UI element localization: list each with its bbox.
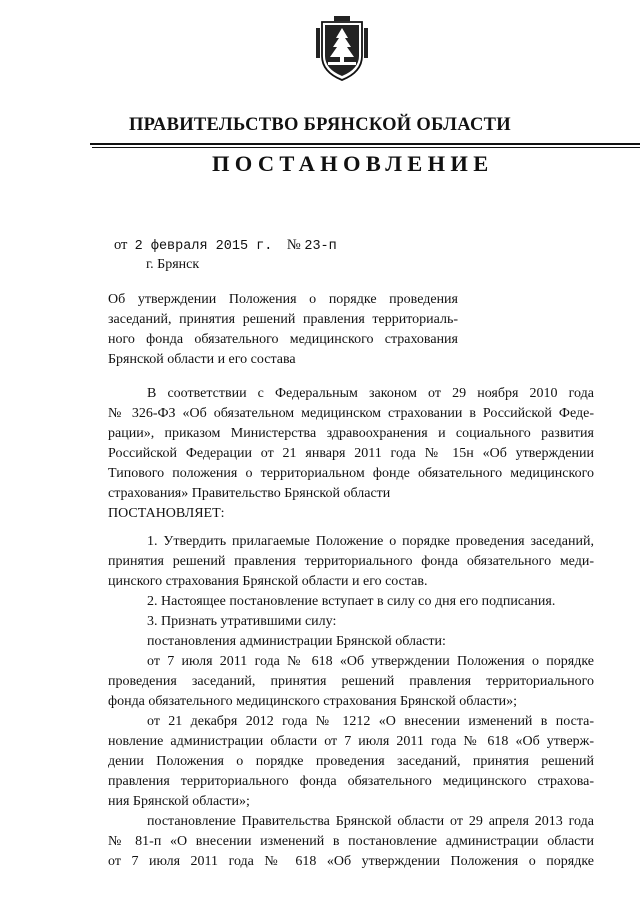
body-line: новление администрации области от 7 июля 2011 года № 618 «Об утверж-	[108, 734, 594, 749]
preamble-line: страхования» Правительство Брянской области	[108, 486, 391, 501]
body-line: 3. Признать утратившими силу:	[147, 614, 337, 629]
body-line: от 7 июля 2011 года № 618 «Об утверждении Положения о порядке	[147, 654, 594, 669]
document-number: 23-п	[304, 239, 337, 254]
subject-line: Об утверждении Положения о порядке проведения	[108, 292, 458, 307]
body-line: от 7 июля 2011 года № 618 «Об утверждении Положения о порядке	[108, 854, 594, 869]
body-line: от 21 декабря 2012 года № 1212 «О внесении изменений в поста-	[147, 714, 594, 729]
document-subject	[108, 290, 458, 370]
preamble-line: Российской Федерации от 21 января 2011 года № 15н «Об утверждении	[108, 446, 594, 461]
header-rule	[90, 143, 640, 145]
date-number-line	[114, 237, 337, 254]
preamble-line: В соответствии с Федеральным законом от 29 ноября 2010 года	[147, 386, 594, 401]
document-city: г. Брянск	[146, 257, 200, 272]
body-line: дении Положения о порядке проведения заседаний, принятия решений	[108, 754, 594, 769]
body-line: правления территориального фонда обязательного медицинского страхова-	[108, 774, 594, 789]
preamble-line: Типового положения о территориальном фонде обязательного медицинского	[108, 466, 594, 481]
body-line: фонда обязательного медицинского страхования Брянской области»;	[108, 694, 517, 709]
coat-of-arms	[314, 14, 370, 84]
body-line: 1. Утвердить прилагаемые Положение о порядке проведения заседаний,	[147, 534, 594, 549]
subject-line: Брянской области и его состава	[108, 352, 296, 367]
subject-line: заседаний, принятия решений правления территориаль-	[108, 312, 458, 327]
organization-name: ПРАВИТЕЛЬСТВО БРЯНСКОЙ ОБЛАСТИ	[128, 115, 511, 135]
header-rule-thin	[92, 147, 640, 148]
date-prefix: от	[114, 237, 128, 253]
preamble-line: рации», приказом Министерства здравоохранения и социального развития	[108, 426, 594, 441]
body-line: проведения заседаний, принятия решений правления территориального	[108, 674, 594, 689]
body-line: постановления администрации Брянской области:	[147, 634, 446, 649]
preamble-line: № 326-ФЗ «Об обязательном медицинском страховании в Российской Феде-	[108, 406, 594, 421]
body-line: 2. Настоящее постановление вступает в силу со дня его подписания.	[147, 594, 556, 609]
body-line: принятия решений правления территориального фонда обязательного меди-	[108, 554, 594, 569]
number-label: №	[286, 237, 301, 253]
resolves-heading: ПОСТАНОВЛЯЕТ:	[108, 506, 225, 521]
body-line: постановление Правительства Брянской области от 29 апреля 2013 года	[147, 814, 594, 829]
document-type-title: ПОСТАНОВЛЕНИЕ	[212, 151, 494, 176]
document-date: 2 февраля 2015 г.	[134, 239, 273, 254]
subject-line: ного фонда обязательного медицинского страхования	[108, 332, 458, 347]
body-line: цинского страхования Брянской области и его состав.	[108, 574, 428, 589]
body-line: № 81-п «О внесении изменений в постановление администрации области	[108, 834, 594, 849]
bryansk-coat-of-arms-icon	[314, 14, 370, 84]
body-line: ния Брянской области»;	[108, 794, 250, 809]
document-body	[108, 384, 594, 872]
